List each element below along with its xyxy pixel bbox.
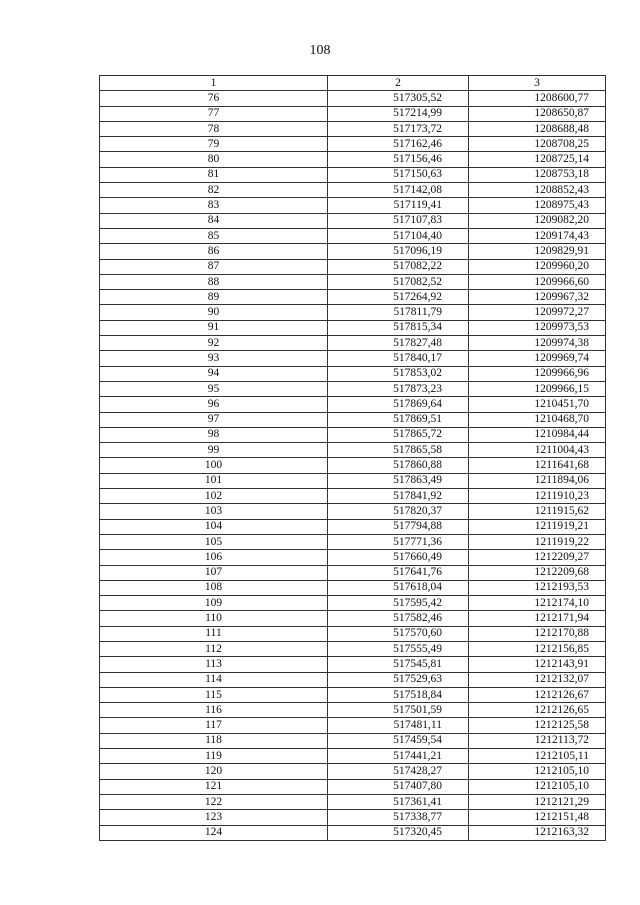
y-coordinate-cell: 1212174,10 xyxy=(469,596,606,611)
y-coordinate-cell: 1212143,91 xyxy=(469,657,606,672)
table-row xyxy=(100,504,606,519)
point-number-cell: 95 xyxy=(100,381,328,396)
x-coordinate-cell: 517545,81 xyxy=(328,657,469,672)
x-coordinate-cell: 517107,83 xyxy=(328,213,469,228)
x-coordinate-cell: 517811,79 xyxy=(328,305,469,320)
y-coordinate-cell: 1212170,88 xyxy=(469,626,606,641)
x-coordinate-cell: 517119,41 xyxy=(328,198,469,213)
point-number-cell: 115 xyxy=(100,687,328,702)
column-header-1: 1 xyxy=(100,76,328,91)
x-coordinate-cell: 517820,37 xyxy=(328,504,469,519)
point-number-cell: 108 xyxy=(100,580,328,595)
x-coordinate-cell: 517305,52 xyxy=(328,91,469,106)
table-row xyxy=(100,611,606,626)
table-row xyxy=(100,412,606,427)
table-row xyxy=(100,198,606,213)
y-coordinate-cell: 1209974,38 xyxy=(469,336,606,351)
table-row xyxy=(100,244,606,259)
point-number-cell: 121 xyxy=(100,779,328,794)
x-coordinate-cell: 517840,17 xyxy=(328,351,469,366)
y-coordinate-cell: 1212126,65 xyxy=(469,703,606,718)
x-coordinate-cell: 517865,72 xyxy=(328,427,469,442)
x-coordinate-cell: 517162,46 xyxy=(328,137,469,152)
y-coordinate-cell: 1212193,53 xyxy=(469,580,606,595)
x-coordinate-cell: 517320,45 xyxy=(328,825,469,840)
point-number-cell: 117 xyxy=(100,718,328,733)
y-coordinate-cell: 1208725,14 xyxy=(469,152,606,167)
x-coordinate-cell: 517441,21 xyxy=(328,749,469,764)
table-row xyxy=(100,565,606,580)
table-row xyxy=(100,274,606,289)
y-coordinate-cell: 1212125,58 xyxy=(469,718,606,733)
y-coordinate-cell: 1211641,68 xyxy=(469,458,606,473)
x-coordinate-cell: 517841,92 xyxy=(328,489,469,504)
table-row xyxy=(100,91,606,106)
table-row xyxy=(100,733,606,748)
y-coordinate-cell: 1211910,23 xyxy=(469,489,606,504)
y-coordinate-cell: 1210468,70 xyxy=(469,412,606,427)
point-number-cell: 120 xyxy=(100,764,328,779)
y-coordinate-cell: 1209966,96 xyxy=(469,366,606,381)
table-row xyxy=(100,810,606,825)
table-row xyxy=(100,290,606,305)
table-header-row xyxy=(100,76,606,91)
table-row xyxy=(100,596,606,611)
x-coordinate-cell: 517853,02 xyxy=(328,366,469,381)
y-coordinate-cell: 1212171,94 xyxy=(469,611,606,626)
x-coordinate-cell: 517873,23 xyxy=(328,381,469,396)
x-coordinate-cell: 517459,54 xyxy=(328,733,469,748)
table-row xyxy=(100,137,606,152)
point-number-cell: 88 xyxy=(100,274,328,289)
table-row xyxy=(100,718,606,733)
point-number-cell: 87 xyxy=(100,259,328,274)
y-coordinate-cell: 1211919,21 xyxy=(469,519,606,534)
point-number-cell: 93 xyxy=(100,351,328,366)
y-coordinate-cell: 1210451,70 xyxy=(469,397,606,412)
point-number-cell: 99 xyxy=(100,443,328,458)
x-coordinate-cell: 517827,48 xyxy=(328,336,469,351)
point-number-cell: 102 xyxy=(100,489,328,504)
table-body xyxy=(100,91,606,841)
table-row xyxy=(100,305,606,320)
table-row xyxy=(100,580,606,595)
point-number-cell: 116 xyxy=(100,703,328,718)
y-coordinate-cell: 1208753,18 xyxy=(469,167,606,182)
y-coordinate-cell: 1212209,68 xyxy=(469,565,606,580)
table-row xyxy=(100,519,606,534)
y-coordinate-cell: 1212156,85 xyxy=(469,641,606,656)
table-row xyxy=(100,779,606,794)
column-header-2: 2 xyxy=(328,76,469,91)
x-coordinate-cell: 517860,88 xyxy=(328,458,469,473)
table-row xyxy=(100,749,606,764)
point-number-cell: 106 xyxy=(100,550,328,565)
y-coordinate-cell: 1209972,27 xyxy=(469,305,606,320)
x-coordinate-cell: 517794,88 xyxy=(328,519,469,534)
point-number-cell: 122 xyxy=(100,794,328,809)
x-coordinate-cell: 517173,72 xyxy=(328,121,469,136)
point-number-cell: 89 xyxy=(100,290,328,305)
table-row xyxy=(100,473,606,488)
table-row xyxy=(100,764,606,779)
x-coordinate-cell: 517338,77 xyxy=(328,810,469,825)
y-coordinate-cell: 1212151,48 xyxy=(469,810,606,825)
y-coordinate-cell: 1208650,87 xyxy=(469,106,606,121)
point-number-cell: 103 xyxy=(100,504,328,519)
x-coordinate-cell: 517660,49 xyxy=(328,550,469,565)
x-coordinate-cell: 517361,41 xyxy=(328,794,469,809)
point-number-cell: 98 xyxy=(100,427,328,442)
table-row xyxy=(100,397,606,412)
table-row xyxy=(100,794,606,809)
x-coordinate-cell: 517156,46 xyxy=(328,152,469,167)
point-number-cell: 79 xyxy=(100,137,328,152)
point-number-cell: 112 xyxy=(100,641,328,656)
point-number-cell: 91 xyxy=(100,320,328,335)
point-number-cell: 119 xyxy=(100,749,328,764)
table-row xyxy=(100,336,606,351)
x-coordinate-cell: 517815,34 xyxy=(328,320,469,335)
y-coordinate-cell: 1212105,10 xyxy=(469,779,606,794)
y-coordinate-cell: 1210984,44 xyxy=(469,427,606,442)
table-row xyxy=(100,534,606,549)
point-number-cell: 92 xyxy=(100,336,328,351)
x-coordinate-cell: 517641,76 xyxy=(328,565,469,580)
x-coordinate-cell: 517865,58 xyxy=(328,443,469,458)
point-number-cell: 107 xyxy=(100,565,328,580)
point-number-cell: 123 xyxy=(100,810,328,825)
y-coordinate-cell: 1209082,20 xyxy=(469,213,606,228)
y-coordinate-cell: 1209829,91 xyxy=(469,244,606,259)
table-row xyxy=(100,427,606,442)
y-coordinate-cell: 1209966,15 xyxy=(469,381,606,396)
x-coordinate-cell: 517214,99 xyxy=(328,106,469,121)
point-number-cell: 80 xyxy=(100,152,328,167)
table-row xyxy=(100,213,606,228)
y-coordinate-cell: 1212126,67 xyxy=(469,687,606,702)
coordinates-table xyxy=(99,75,606,841)
x-coordinate-cell: 517082,52 xyxy=(328,274,469,289)
point-number-cell: 101 xyxy=(100,473,328,488)
point-number-cell: 81 xyxy=(100,167,328,182)
point-number-cell: 110 xyxy=(100,611,328,626)
y-coordinate-cell: 1212209,27 xyxy=(469,550,606,565)
table-row xyxy=(100,687,606,702)
y-coordinate-cell: 1209960,20 xyxy=(469,259,606,274)
y-coordinate-cell: 1209973,53 xyxy=(469,320,606,335)
x-coordinate-cell: 517529,63 xyxy=(328,672,469,687)
x-coordinate-cell: 517869,51 xyxy=(328,412,469,427)
table-row xyxy=(100,641,606,656)
y-coordinate-cell: 1211004,43 xyxy=(469,443,606,458)
x-coordinate-cell: 517595,42 xyxy=(328,596,469,611)
point-number-cell: 90 xyxy=(100,305,328,320)
point-number-cell: 113 xyxy=(100,657,328,672)
table-row xyxy=(100,458,606,473)
y-coordinate-cell: 1211919,22 xyxy=(469,534,606,549)
point-number-cell: 111 xyxy=(100,626,328,641)
table-row xyxy=(100,825,606,840)
table-row xyxy=(100,259,606,274)
point-number-cell: 118 xyxy=(100,733,328,748)
x-coordinate-cell: 517570,60 xyxy=(328,626,469,641)
point-number-cell: 105 xyxy=(100,534,328,549)
point-number-cell: 85 xyxy=(100,228,328,243)
x-coordinate-cell: 517863,49 xyxy=(328,473,469,488)
x-coordinate-cell: 517150,63 xyxy=(328,167,469,182)
column-header-3: 3 xyxy=(469,76,606,91)
point-number-cell: 94 xyxy=(100,366,328,381)
y-coordinate-cell: 1212163,32 xyxy=(469,825,606,840)
point-number-cell: 83 xyxy=(100,198,328,213)
y-coordinate-cell: 1211894,06 xyxy=(469,473,606,488)
y-coordinate-cell: 1208600,77 xyxy=(469,91,606,106)
x-coordinate-cell: 517096,19 xyxy=(328,244,469,259)
table-row xyxy=(100,443,606,458)
table-row xyxy=(100,381,606,396)
y-coordinate-cell: 1208975,43 xyxy=(469,198,606,213)
x-coordinate-cell: 517264,92 xyxy=(328,290,469,305)
y-coordinate-cell: 1209966,60 xyxy=(469,274,606,289)
table-row xyxy=(100,228,606,243)
point-number-cell: 82 xyxy=(100,183,328,198)
x-coordinate-cell: 517104,40 xyxy=(328,228,469,243)
table-row xyxy=(100,703,606,718)
x-coordinate-cell: 517082,22 xyxy=(328,259,469,274)
y-coordinate-cell: 1212121,29 xyxy=(469,794,606,809)
y-coordinate-cell: 1212105,10 xyxy=(469,764,606,779)
table-row xyxy=(100,183,606,198)
table-row xyxy=(100,152,606,167)
x-coordinate-cell: 517618,04 xyxy=(328,580,469,595)
y-coordinate-cell: 1208688,48 xyxy=(469,121,606,136)
point-number-cell: 84 xyxy=(100,213,328,228)
x-coordinate-cell: 517518,84 xyxy=(328,687,469,702)
x-coordinate-cell: 517501,59 xyxy=(328,703,469,718)
y-coordinate-cell: 1209174,43 xyxy=(469,228,606,243)
y-coordinate-cell: 1212105,11 xyxy=(469,749,606,764)
table-row xyxy=(100,106,606,121)
table-row xyxy=(100,366,606,381)
x-coordinate-cell: 517428,27 xyxy=(328,764,469,779)
y-coordinate-cell: 1212132,07 xyxy=(469,672,606,687)
y-coordinate-cell: 1209967,32 xyxy=(469,290,606,305)
point-number-cell: 109 xyxy=(100,596,328,611)
table-row xyxy=(100,626,606,641)
point-number-cell: 114 xyxy=(100,672,328,687)
y-coordinate-cell: 1209969,74 xyxy=(469,351,606,366)
table-row xyxy=(100,489,606,504)
x-coordinate-cell: 517555,49 xyxy=(328,641,469,656)
point-number-cell: 77 xyxy=(100,106,328,121)
x-coordinate-cell: 517582,46 xyxy=(328,611,469,626)
point-number-cell: 76 xyxy=(100,91,328,106)
y-coordinate-cell: 1208708,25 xyxy=(469,137,606,152)
point-number-cell: 86 xyxy=(100,244,328,259)
point-number-cell: 96 xyxy=(100,397,328,412)
x-coordinate-cell: 517869,64 xyxy=(328,397,469,412)
x-coordinate-cell: 517142,08 xyxy=(328,183,469,198)
point-number-cell: 97 xyxy=(100,412,328,427)
point-number-cell: 78 xyxy=(100,121,328,136)
point-number-cell: 124 xyxy=(100,825,328,840)
page-number: 108 xyxy=(309,43,331,58)
table-row xyxy=(100,121,606,136)
table-row xyxy=(100,351,606,366)
table-row xyxy=(100,550,606,565)
x-coordinate-cell: 517407,80 xyxy=(328,779,469,794)
x-coordinate-cell: 517771,36 xyxy=(328,534,469,549)
y-coordinate-cell: 1211915,62 xyxy=(469,504,606,519)
table-row xyxy=(100,672,606,687)
y-coordinate-cell: 1212113,72 xyxy=(469,733,606,748)
y-coordinate-cell: 1208852,43 xyxy=(469,183,606,198)
point-number-cell: 100 xyxy=(100,458,328,473)
table-row xyxy=(100,657,606,672)
x-coordinate-cell: 517481,11 xyxy=(328,718,469,733)
table-row xyxy=(100,167,606,182)
point-number-cell: 104 xyxy=(100,519,328,534)
table-row xyxy=(100,320,606,335)
